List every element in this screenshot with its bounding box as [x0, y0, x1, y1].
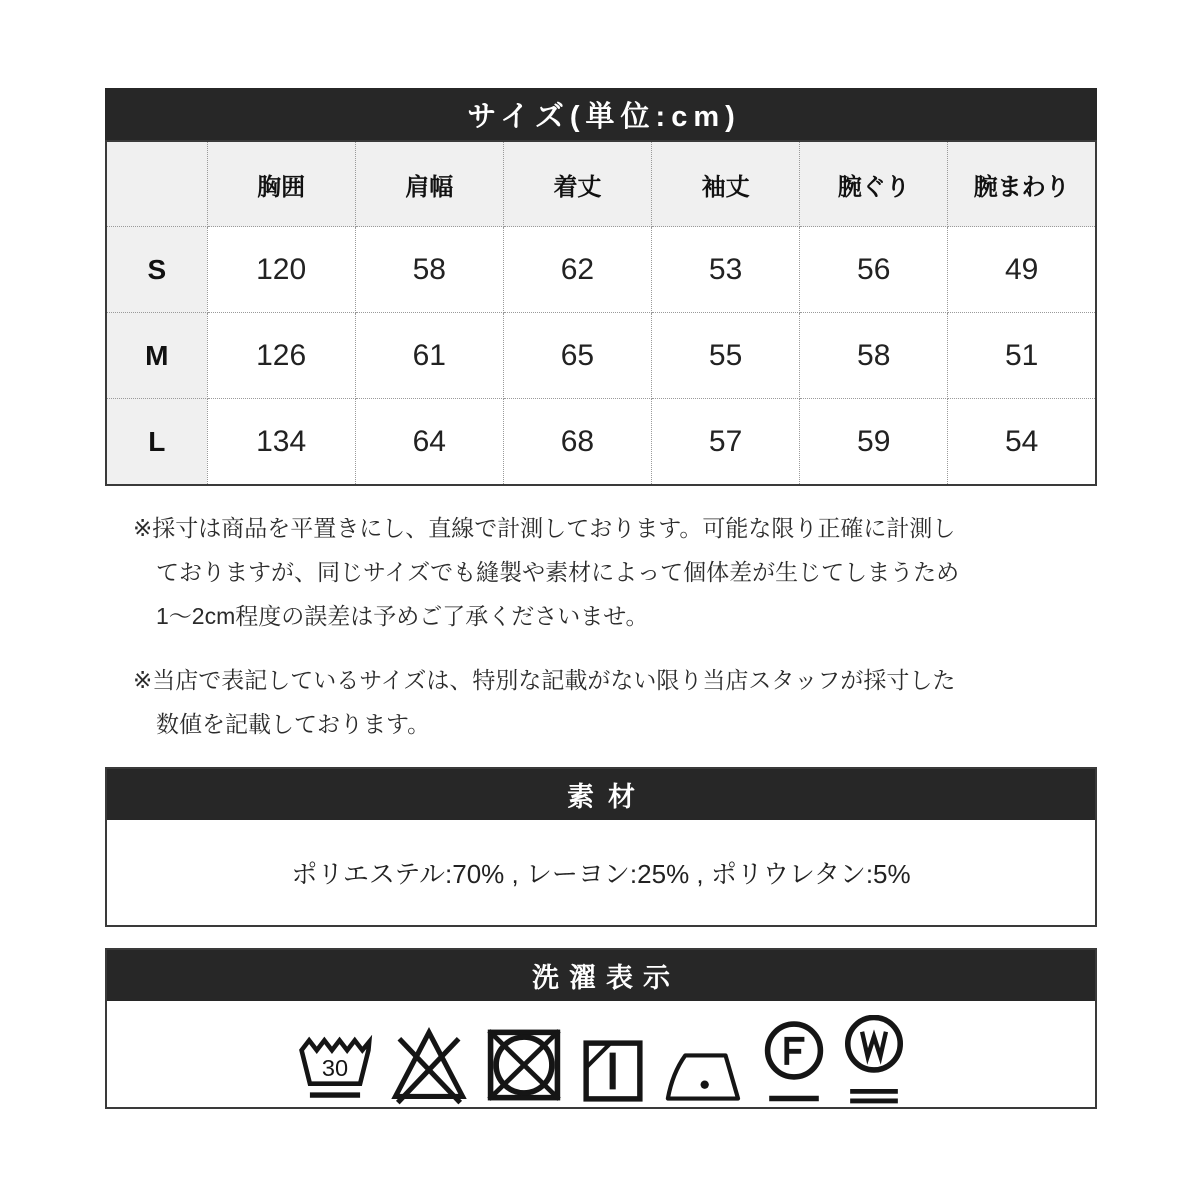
size-value-cell: 62: [503, 227, 651, 313]
column-header-armhole: 腕ぐり: [800, 141, 948, 227]
note-line: 数値を記載しております。: [156, 711, 431, 737]
wash-care-section: [105, 948, 1097, 1109]
wash-care-section-title: 洗濯表示: [107, 950, 1095, 1001]
table-row-m: [106, 313, 1096, 399]
size-value-cell: 51: [948, 313, 1096, 399]
size-value-cell: 55: [652, 313, 800, 399]
size-value-cell: 64: [355, 399, 503, 486]
line-dry-in-shade-icon: [580, 1037, 646, 1105]
size-section: [105, 88, 1097, 486]
do-not-bleach-icon: [390, 1027, 468, 1105]
size-section-title: サイズ(単位:cm): [105, 88, 1097, 140]
size-value-cell: 53: [652, 227, 800, 313]
note-line: ※当店で表記しているサイズは、特別な記載がない限り当店スタッフが採寸した: [133, 667, 956, 693]
iron-low-heat-icon: [663, 1049, 745, 1105]
size-value-cell: 58: [355, 227, 503, 313]
wash-30-gentle-icon: [297, 1035, 373, 1105]
size-value-cell: 59: [800, 399, 948, 486]
size-value-cell: 54: [948, 399, 1096, 486]
note-line: ※採寸は商品を平置きにし、直線で計測しております。可能な限り正確に計測し: [133, 515, 956, 541]
measurement-note: [133, 506, 1073, 638]
row-label-s: S: [106, 227, 207, 313]
corner-cell: [106, 141, 207, 227]
size-value-cell: 120: [207, 227, 355, 313]
column-header-sleeve: 袖丈: [652, 141, 800, 227]
size-value-cell: 56: [800, 227, 948, 313]
do-not-tumble-dry-icon: [485, 1025, 563, 1105]
column-header-shoulder: 肩幅: [355, 141, 503, 227]
column-header-length: 着丈: [503, 141, 651, 227]
row-label-m: M: [106, 313, 207, 399]
size-table-header-row: [106, 141, 1096, 227]
size-value-cell: 126: [207, 313, 355, 399]
table-row-s: [106, 227, 1096, 313]
material-section: [105, 767, 1097, 927]
table-row-l: [106, 399, 1096, 486]
size-value-cell: 134: [207, 399, 355, 486]
material-composition: ポリエステル:70% , レーヨン:25% , ポリウレタン:5%: [291, 859, 911, 889]
wet-clean-very-gentle-icon: [843, 1015, 905, 1105]
size-value-cell: 57: [652, 399, 800, 486]
staff-measured-note: [133, 658, 1073, 746]
wash-care-icons-row: [107, 1001, 1095, 1115]
size-value-cell: 68: [503, 399, 651, 486]
wash-temperature-label: 30: [321, 1055, 349, 1082]
size-table: [105, 140, 1097, 486]
size-value-cell: 61: [355, 313, 503, 399]
size-value-cell: 58: [800, 313, 948, 399]
dry-clean-petroleum-gentle-icon: [762, 1020, 826, 1105]
row-label-l: L: [106, 399, 207, 486]
size-value-cell: 49: [948, 227, 1096, 313]
note-line: 1〜2cm程度の誤差は予めご了承くださいませ。: [156, 603, 649, 629]
material-section-title: 素材: [107, 769, 1095, 820]
note-line: ておりますが、同じサイズでも縫製や素材によって個体差が生じてしまうため: [156, 559, 960, 585]
column-header-chest: 胸囲: [207, 141, 355, 227]
column-header-arm-circumference: 腕まわり: [948, 141, 1096, 227]
size-value-cell: 65: [503, 313, 651, 399]
